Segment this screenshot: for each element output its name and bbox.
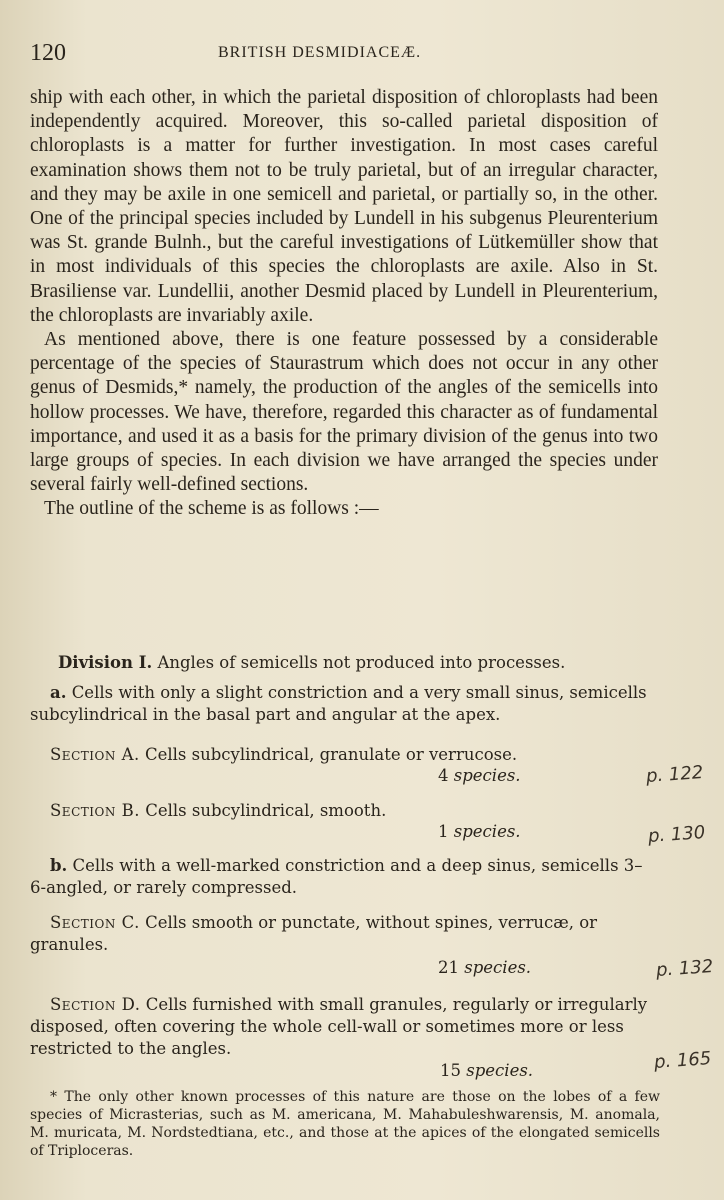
subdivision-a-label: a. [50, 683, 67, 702]
section-b-text: Cells subcylindrical, smooth. [145, 801, 387, 820]
subdivision-a [30, 682, 658, 726]
section-b-label: Section B. [50, 801, 140, 820]
section-c-annotation: p. 132 [655, 956, 714, 981]
page-number: 120 [30, 40, 66, 66]
species-word: species. [453, 822, 521, 841]
subdivision-b [30, 855, 658, 899]
section-c-count [438, 958, 531, 977]
section-a-count [438, 766, 521, 785]
subdivision-b-label: b. [50, 856, 68, 875]
section-d-count-number: 15 [440, 1061, 461, 1080]
division-heading [58, 652, 686, 674]
running-head: BRITISH DESMIDIACEÆ. [218, 44, 422, 61]
section-d-label: Section D. [50, 995, 141, 1014]
section-d-annotation: p. 165 [653, 1048, 712, 1073]
section-a-label: Section A. [50, 745, 140, 764]
page-header [30, 40, 694, 70]
section-b-annotation: p. 130 [647, 822, 706, 847]
subdivision-b-text: Cells with a well-marked constriction and a deep sinus, semicells 3–6-angled, or rarely compressed. [30, 856, 643, 897]
species-word: species. [464, 958, 532, 977]
paragraph-2: As mentioned above, there is one feature possessed by a considerable percentage of the species of Staurastrum which does not occur in any other genus of Desmids,* namely, the production of the angles of the semicells into hollow processes. We have, therefore, regarded this character as of fundamental importance, and used it as a basis for the primary division of the genus into two large groups of species. In each division we have arranged the species under several fairly well-defined sections. [30, 329, 658, 496]
section-d-text: Cells furnished with small granules, regularly or irregularly disposed, often covering the whole cell-wall or sometimes more or less restricted to the angles. [30, 995, 648, 1058]
species-word: species. [466, 1061, 534, 1080]
section-d-count [440, 1061, 533, 1080]
section-c-count-number: 21 [438, 958, 459, 977]
paragraph-3: The outline of the scheme is as follows :— [44, 498, 379, 520]
section-b-count [438, 822, 521, 841]
section-a-annotation: p. 122 [645, 762, 704, 787]
section-b [50, 800, 660, 822]
footnote [30, 1088, 660, 1160]
section-c-text: Cells smooth or punctate, without spines, verrucæ, or granules. [30, 913, 598, 954]
paragraph-1: ship with each other, in which the parietal disposition of chloroplasts had been independently acquired. Moreover, this so-called parietal disposition of chloroplasts is a matter for further investigation. In most cases careful examination shows them not to be truly parietal, but of an irregular character, and they may be axile in one semicell and parietal, or partially so, in the other. One of the principal species included by Lundell in his subgenus Pleurenterium was St. grande Bulnh., but the careful investigations of Lütkemüller show that in most individuals of this species the chloroplasts are axile. Also in St. Brasiliense var. Lundellii, another Desmid placed by Lundell in Pleurenterium, the chloroplasts are invariably axile. [30, 87, 658, 326]
section-b-count-number: 1 [438, 822, 449, 841]
division-label: Division I. [58, 653, 153, 672]
section-a-count-number: 4 [438, 766, 449, 785]
section-d [30, 994, 660, 1060]
section-c [30, 912, 660, 956]
species-word: species. [453, 766, 521, 785]
subdivision-a-text: Cells with only a slight constriction and a very small sinus, semicells subcylindrical in the basal part and angular at the apex. [30, 683, 647, 724]
body-text [30, 86, 658, 522]
division-text: Angles of semicells not produced into processes. [157, 653, 566, 672]
footnote-text: * The only other known processes of this nature are those on the lobes of a few species of Micrasterias, such as M. americana, M. Mahabuleshwarensis, M. anomala, M. muricata, M. Nordstedtiana, etc., and those at the apices of the elongated semicells of Triploceras. [30, 1089, 660, 1159]
section-c-label: Section C. [50, 913, 140, 932]
section-a [50, 744, 660, 766]
section-a-text: Cells subcylindrical, granulate or verrucose. [144, 745, 518, 764]
